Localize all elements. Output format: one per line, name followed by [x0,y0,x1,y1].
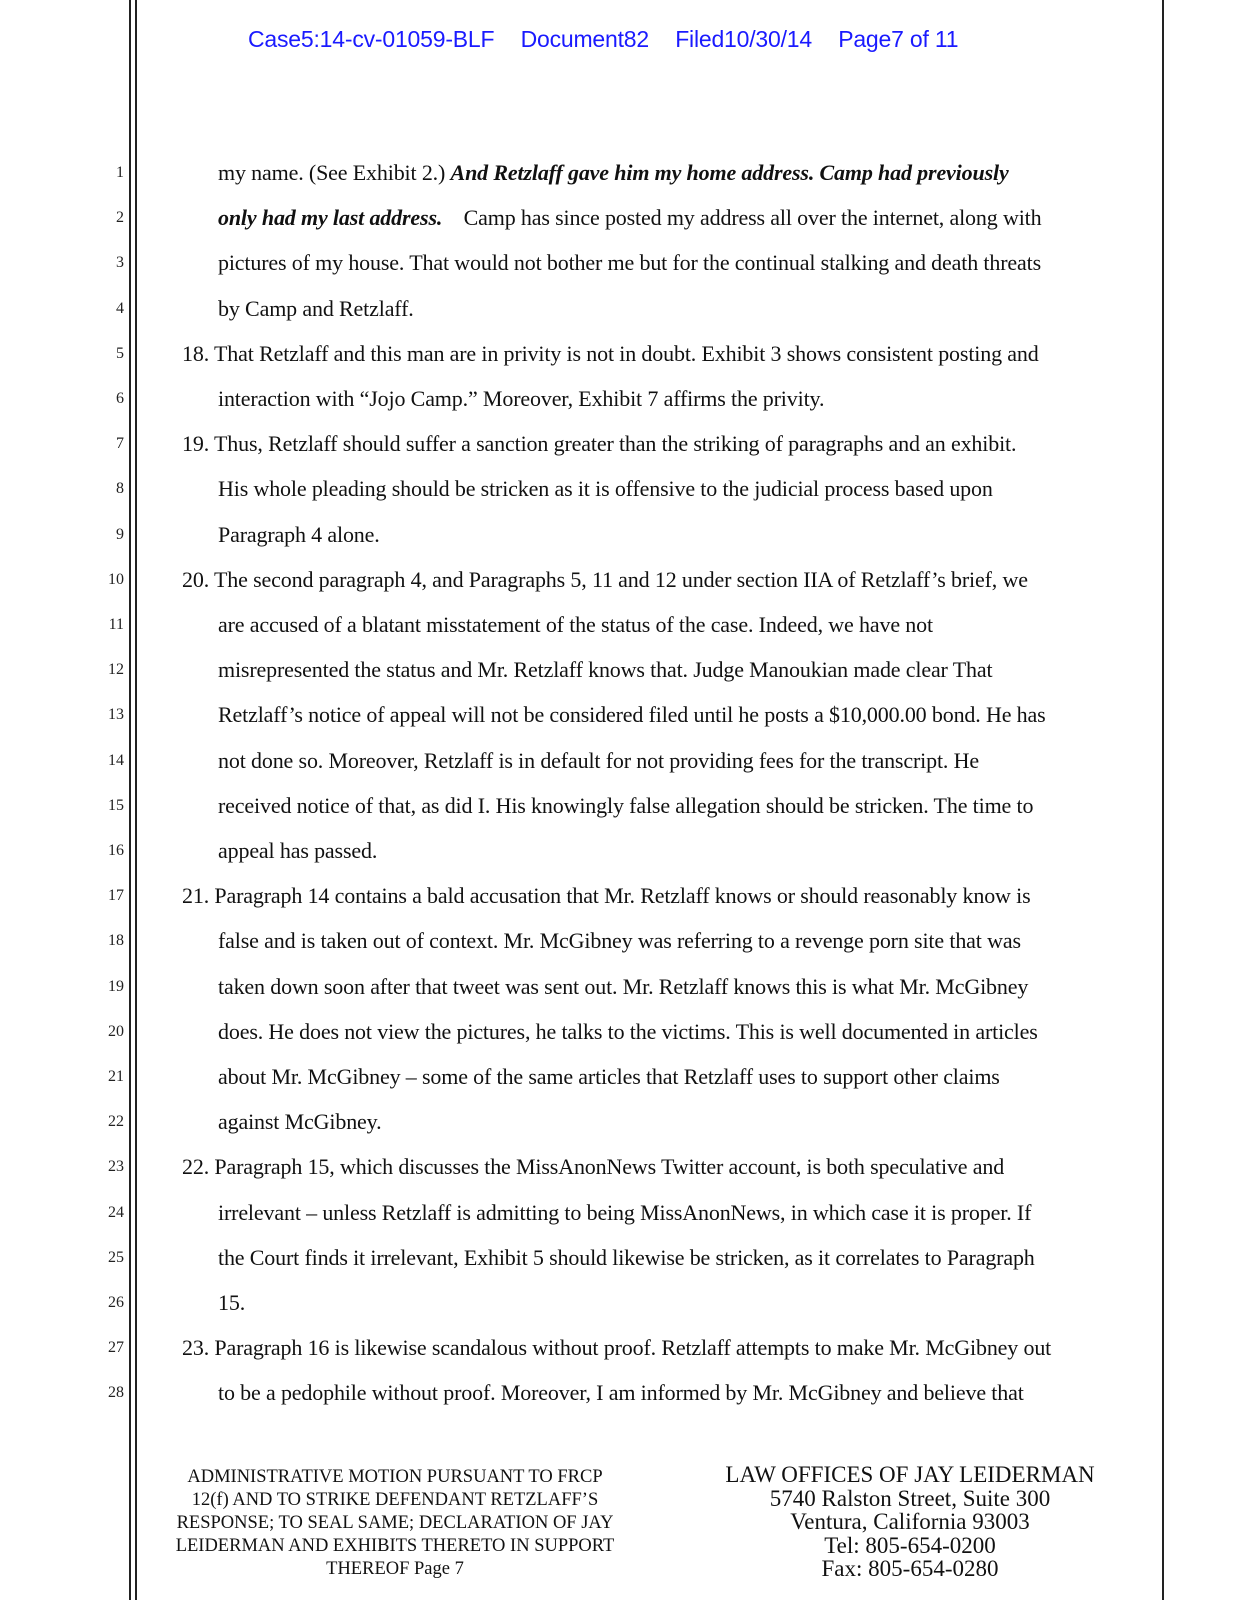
text-line: taken down soon after that tweet was sent out. Mr. Retzlaff knows this is what Mr. McGibney [218,973,1029,999]
line-number: 12 [108,661,124,679]
text-line: about Mr. McGibney – some of the same articles that Retzlaff uses to support other claims [218,1064,1000,1089]
case-header-stamp [248,26,978,53]
firm-fax: Fax: 805-654-0280 [821,1556,999,1581]
paragraph-19: 19. Thus, Retzlaff should suffer a sanction greater than the striking of paragraphs and an exhibit. [182,431,1017,457]
text-line: against McGibney. [218,1109,382,1135]
footer-title-line: LEIDERMAN AND EXHIBITS THERETO IN SUPPORT [175,1536,615,1556]
line-number: 20 [108,1022,124,1040]
footer-document-title [150,1466,640,1581]
text-line: His whole pleading should be stricken as it is offensive to the judicial process based upon [218,476,993,502]
line-number: 6 [116,390,124,407]
line-number: 3 [116,254,124,272]
line-number: 17 [108,887,124,905]
line-number: 26 [108,1294,124,1311]
line-number: 9 [116,525,124,543]
footer-title-line: ADMINISTRATIVE MOTION PURSUANT TO FRCP [187,1467,603,1487]
line-number: 1 [116,164,124,181]
line-number: 15 [108,796,124,814]
text-line: pictures of my house. That would not bother me but for the continual stalking and death threats [218,250,1041,276]
firm-name: LAW OFFICES OF JAY LEIDERMAN [725,1462,1095,1487]
text-line: are accused of a blatant misstatement of the status of the case. Indeed, we have not [218,612,933,637]
line-number: 18 [108,932,124,950]
line-number: 27 [108,1339,124,1357]
right-margin-rule [1162,0,1164,1600]
text-plain: my name. (See Exhibit 2.) [218,160,451,185]
footer-law-firm-block [700,1463,1120,1581]
line-number: 19 [108,977,124,995]
footer-title-line: THEREOF Page 7 [326,1559,464,1579]
text-line: appeal has passed. [218,838,378,863]
text-line: false and is taken out of context. Mr. McGibney was referring to a revenge porn site that was [218,928,1021,954]
line-number: 4 [116,299,124,317]
emphasized-text: And Retzlaff gave him my home address. Camp had previously [450,160,1009,185]
line-number: 16 [108,842,124,859]
text-line: 15. [218,1290,246,1315]
text-line: the Court finds it irrelevant, Exhibit 5 should likewise be stricken, as it correlates to Paragraph [218,1244,1035,1270]
line-number: 21 [108,1068,124,1085]
paragraph-21: 21. Paragraph 14 contains a bald accusation that Mr. Retzlaff knows or should reasonably know is [182,883,1031,909]
left-margin-rule-inner [135,0,137,1600]
line-number: 28 [108,1384,124,1402]
line-number: 14 [108,751,124,769]
text-line: Paragraph 4 alone. [218,521,380,547]
document-number: Document82 [520,26,649,52]
line-number: 5 [116,344,124,362]
paragraph-23: 23. Paragraph 16 is likewise scandalous without proof. Retzlaff attempts to make Mr. McGibney out [182,1335,1052,1361]
line-number: 8 [116,480,124,498]
footer-title-line: 12(f) AND TO STRIKE DEFENDANT RETZLAFF’S [191,1490,599,1510]
text-line: does. He does not view the pictures, he talks to the victims. This is well documented in articles [218,1018,1038,1044]
firm-city: Ventura, California 93003 [790,1509,1030,1534]
line-number: 2 [116,209,124,227]
line-number: 7 [116,435,124,453]
line-number: 13 [108,706,124,724]
line-number: 25 [108,1248,124,1266]
line-number: 24 [108,1203,124,1221]
text-line: irrelevant – unless Retzlaff is admitting to being MissAnonNews, in which case it is proper. If [218,1199,1032,1225]
line-number: 23 [108,1158,124,1176]
paragraph-18: 18. That Retzlaff and this man are in privity is not in doubt. Exhibit 3 shows consistent posting and [182,340,1039,366]
page-indicator: Page7 of 11 [838,26,959,52]
line-number: 11 [108,616,124,633]
firm-phone: Tel: 805-654-0200 [824,1532,996,1558]
paragraph-22: 22. Paragraph 15, which discusses the MissAnonNews Twitter account, is both speculative and [182,1154,1005,1180]
left-margin-rule-outer [129,0,131,1600]
firm-street: 5740 Ralston Street, Suite 300 [769,1485,1051,1511]
text-line [218,160,1009,186]
line-number: 22 [108,1113,124,1131]
line-number: 10 [108,570,124,588]
text-plain: Camp has since posted my address all over the internet, along with [442,205,1042,231]
footer-title-line: RESPONSE; TO SEAL SAME; DECLARATION OF JAY [176,1513,614,1533]
text-line: not done so. Moreover, Retzlaff is in default for not providing fees for the transcript. He [218,747,979,773]
emphasized-text: only had my last address. [218,205,443,231]
text-line: received notice of that, as did I. His knowingly false allegation should be stricken. The time to [218,792,1034,818]
text-line: Retzlaff’s notice of appeal will not be considered filed until he posts a $10,000.00 bond. He has [218,702,1046,728]
text-line [218,205,1041,231]
text-line: by Camp and Retzlaff. [218,295,414,321]
filed-date: Filed10/30/14 [675,26,812,52]
text-line: interaction with “Jojo Camp.” Moreover, Exhibit 7 affirms the privity. [218,386,825,411]
text-line: misrepresented the status and Mr. Retzlaff knows that. Judge Manoukian made clear That [218,657,993,683]
case-number: Case5:14-cv-01059-BLF [248,26,495,52]
text-line: to be a pedophile without proof. Moreover, I am informed by Mr. McGibney and believe that [218,1380,1024,1406]
paragraph-20: 20. The second paragraph 4, and Paragraphs 5, 11 and 12 under section IIA of Retzlaff’s brief, we [182,566,1028,592]
